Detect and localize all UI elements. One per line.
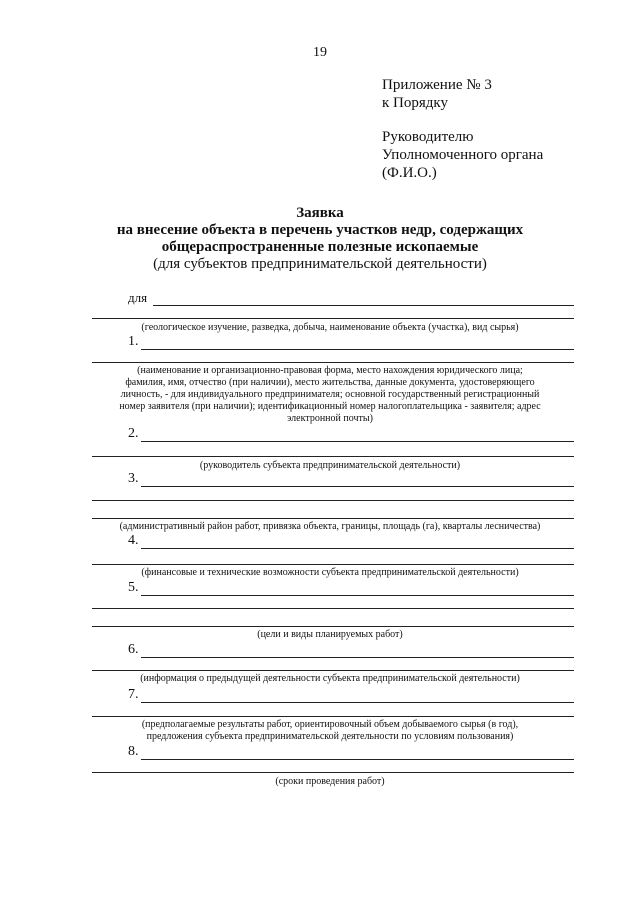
item-1-field[interactable] (141, 337, 575, 350)
title-heading: Заявка (296, 205, 344, 221)
purpose-field[interactable] (153, 293, 574, 306)
item-7-caption-line: предложения субъекта предпринимательской деятельности по условиям пользования) (146, 731, 514, 742)
item-2-caption-line: (руководитель субъекта предпринимательской деятельности) (199, 460, 461, 471)
addressee-line-1: Руководителю (382, 129, 474, 145)
page-number: 19 (313, 45, 327, 60)
item-4-row (128, 533, 574, 549)
item-1-caption-line: фамилия, имя, отчество (при наличии), место жительства, данные документа, удостоверяющего (125, 377, 535, 388)
item-8-row (128, 744, 574, 760)
addressee-name-placeholder: (Ф.И.О.) (382, 165, 437, 181)
item-1-caption-line: электронной почты) (287, 413, 373, 424)
item-5-caption-line: (цели и виды планируемых работ) (257, 629, 403, 640)
item-1-field-line-2[interactable] (92, 362, 574, 363)
appendix-number: Приложение № 3 (382, 77, 492, 93)
item-1-number: 1. (128, 334, 139, 349)
item-6-row (128, 642, 574, 658)
item-2-number: 2. (128, 426, 139, 441)
item-7-caption (80, 719, 580, 743)
item-3-field-line-2[interactable] (92, 500, 574, 501)
document-title (0, 205, 640, 273)
item-4-number: 4. (128, 533, 139, 548)
item-5-row (128, 580, 574, 596)
item-3-field-line-3[interactable] (92, 518, 574, 519)
title-line-3: (для субъектов предпринимательской деятельности) (153, 256, 487, 272)
item-5-field-line-3[interactable] (92, 626, 574, 627)
item-7-row (128, 687, 574, 703)
item-6-caption (80, 673, 580, 685)
item-2-field[interactable] (141, 429, 575, 442)
item-5-caption (80, 629, 580, 641)
item-3-caption (80, 521, 580, 533)
item-1-caption-line: личность, - для индивидуального предпринимателя; основной государственный регистрационный (120, 389, 540, 400)
item-6-caption-line: (информация о предыдущей деятельности субъекта предпринимательской деятельности) (140, 673, 520, 684)
item-8-caption-line: (сроки проведения работ) (275, 776, 385, 787)
item-6-number: 6. (128, 642, 139, 657)
item-1-caption-line: (наименование и организационно-правовая форма, место нахождения юридического лица; (137, 365, 523, 376)
item-6-field[interactable] (141, 645, 575, 658)
item-8-caption (80, 776, 580, 788)
item-5-field-line-2[interactable] (92, 608, 574, 609)
item-8-number: 8. (128, 744, 139, 759)
appendix-order: к Порядку (382, 95, 448, 111)
item-7-caption-line: (предполагаемые результаты работ, ориентировочный объем добываемого сырья (в год), (141, 719, 519, 730)
addressee-block (382, 128, 543, 182)
purpose-field-line-2[interactable] (92, 318, 574, 319)
item-7-number: 7. (128, 687, 139, 702)
item-3-row (128, 471, 574, 487)
item-3-caption-line: (административный район работ, привязка объекта, границы, площадь (га), кварталы лесничества) (119, 521, 541, 532)
item-2-field-line-2[interactable] (92, 456, 574, 457)
item-1-row (128, 334, 574, 350)
item-5-field[interactable] (141, 583, 575, 596)
item-1-caption (80, 365, 580, 425)
item-5-number: 5. (128, 580, 139, 595)
item-3-field[interactable] (141, 474, 575, 487)
item-2-row (128, 426, 574, 442)
item-8-field-line-2[interactable] (92, 772, 574, 773)
item-7-field[interactable] (141, 690, 575, 703)
item-8-field[interactable] (141, 747, 575, 760)
title-line-1: на внесение объекта в перечень участков недр, содержащих (116, 222, 524, 238)
item-4-field-line-2[interactable] (92, 564, 574, 565)
title-line-2: общераспространенные полезные ископаемые (161, 239, 479, 255)
purpose-label: для (128, 290, 148, 305)
item-3-number: 3. (128, 471, 139, 486)
addressee-line-2: Уполномоченного органа (382, 147, 544, 163)
item-6-field-line-2[interactable] (92, 670, 574, 671)
purpose-caption: (геологическое изучение, разведка, добыча, наименование объекта (участка), вид сырья) (141, 322, 519, 333)
item-7-field-line-2[interactable] (92, 716, 574, 717)
item-4-caption-line: (финансовые и технические возможности субъекта предпринимательской деятельности) (141, 567, 519, 578)
item-4-caption (80, 567, 580, 579)
purpose-row (128, 290, 574, 306)
item-1-caption-line: номер заявителя (при наличии); идентификационный номер налогоплательщика - заявителя; адрес (119, 401, 541, 412)
appendix-reference (382, 76, 492, 112)
item-4-field[interactable] (141, 536, 575, 549)
